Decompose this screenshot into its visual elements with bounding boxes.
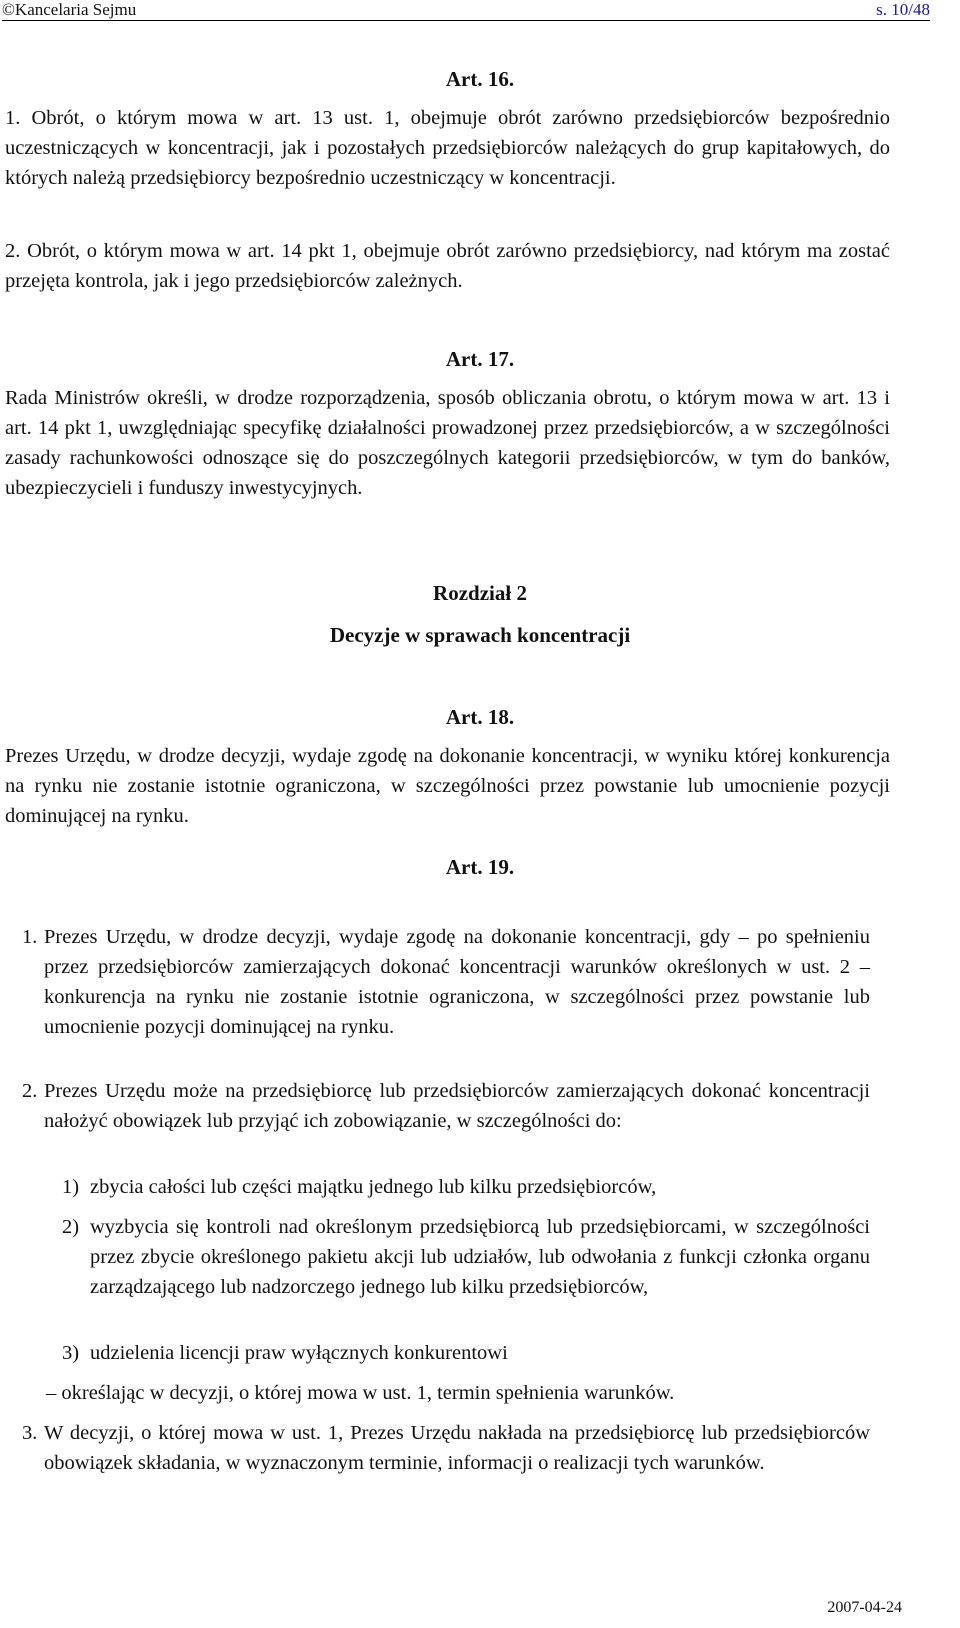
- article-16-para-2: 2. Obrót, o którym mowa w art. 14 pkt 1, obejmuje obrót zarówno przedsiębiorcy, nad którym ma zostać przejęta kontrola, jak i jego przedsiębiorców zależnych.: [5, 240, 890, 292]
- art19-closing-clause: – określając w decyzji, o której mowa w ust. 1, termin spełnienia warunków.: [46, 1382, 675, 1404]
- art19-point-1-text: zbycia całości lub części majątku jednego lub kilku przedsiębiorców,: [90, 1176, 657, 1198]
- art19-ust2-text: Prezes Urzędu może na przedsiębiorcę lub przedsiębiorców zamierzających dokonać koncentracji nałożyć obowiązek lub przyjąć ich zobowiązanie, w szczególności do:: [44, 1080, 870, 1132]
- article-17-text: Rada Ministrów określi, w drodze rozporządzenia, sposób obliczania obrotu, o którym mowa w art. 13 i art. 14 pkt 1, uwzględniając specyfikę działalności prowadzonej przez przedsiębiorców, a w szczególności zasady rachunkowości odnoszące się do poszczególnych kategorii przedsiębiorców, w tym do banków, ubezpieczycieli i funduszy inwestycyjnych.: [5, 387, 890, 499]
- art19-ust1-number: 1.: [22, 926, 38, 948]
- copyright-label: ©Kancelaria Sejmu: [2, 0, 137, 19]
- chapter-title: Decyzje w sprawach koncentracji: [329, 623, 631, 647]
- art19-point-2-number: 2): [62, 1216, 80, 1238]
- art19-point-1-number: 1): [62, 1176, 80, 1198]
- art19-ust1-text: Prezes Urzędu, w drodze decyzji, wydaje zgodę na dokonanie koncentracji, gdy – po spełnieniu przez przedsiębiorców zamierzających dokonać koncentracji warunków określonych w ust. 2 – konkurencja na rynku nie zostanie istotnie ograniczona, w szczególności przez powstanie lub umocnienie pozycji dominującej na rynku.: [44, 926, 870, 1038]
- article-18-title: Art. 18.: [445, 705, 515, 729]
- page-number[interactable]: s. 10/48: [876, 0, 930, 19]
- article-17-title: Art. 17.: [445, 347, 515, 371]
- chapter-number: Rozdział 2: [433, 581, 527, 605]
- header-divider: [2, 20, 930, 21]
- art19-point-3-number: 3): [62, 1342, 80, 1364]
- art19-ust3-text: W decyzji, o której mowa w ust. 1, Prezes Urzędu nakłada na przedsiębiorcę lub przedsiębiorców obowiązek składania, w wyznaczonym terminie, informacji o realizacji tych warunków.: [44, 1422, 870, 1474]
- art19-ust2-number: 2.: [22, 1080, 38, 1102]
- article-16-title: Art. 16.: [445, 67, 515, 91]
- article-16-para-1: 1. Obrót, o którym mowa w art. 13 ust. 1, obejmuje obrót zarówno przedsiębiorców bezpośrednio uczestniczących w koncentracji, jak i pozostałych przedsiębiorców należących do grup kapitałowych, do których należą przedsiębiorcy bezpośrednio uczestniczący w koncentracji.: [5, 107, 890, 189]
- article-19-title: Art. 19.: [445, 855, 515, 879]
- art19-point-2-text: wyzbycia się kontroli nad określonym przedsiębiorcą lub przedsiębiorcami, w szczególności przez zbycie określonego pakietu akcji lub udziałów, lub odwołania z funkcji członka organu zarządzającego lub nadzorczego jednego lub kilku przedsiębiorców,: [90, 1216, 870, 1298]
- art19-point-3-text: udzielenia licencji praw wyłącznych konkurentowi: [90, 1342, 508, 1364]
- page-header: [0, 0, 960, 22]
- art19-ust3-number: 3.: [22, 1422, 38, 1444]
- article-18-text: Prezes Urzędu, w drodze decyzji, wydaje zgodę na dokonanie koncentracji, w wyniku której konkurencja na rynku nie zostanie istotnie ograniczona, w szczególności przez powstanie lub umocnienie pozycji dominującej na rynku.: [5, 745, 890, 827]
- footer-date: 2007-04-24: [827, 1599, 902, 1616]
